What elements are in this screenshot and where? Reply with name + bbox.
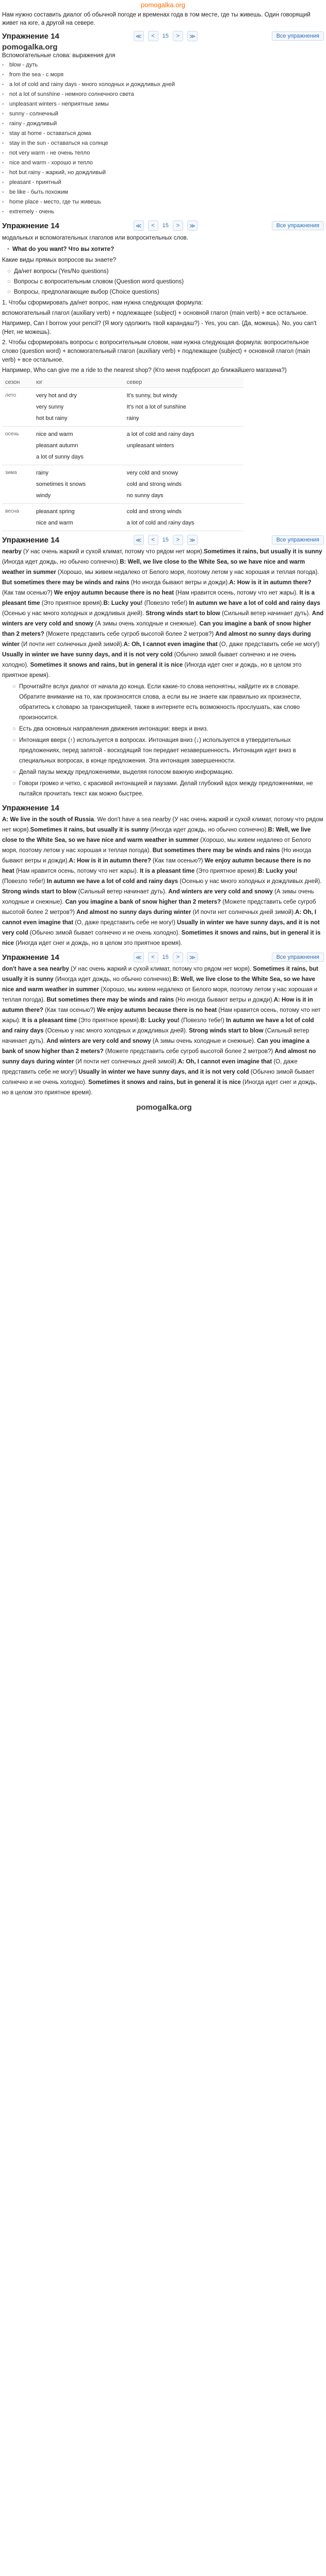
dialog-translation: (Обычно зимой бывает солнечно и не очень холодно). bbox=[28, 930, 182, 936]
dialog-english: B: Lucky you! bbox=[258, 868, 298, 874]
dialog-english: We enjoy autumn because there is no heat bbox=[54, 590, 174, 596]
dialog-translation: (У нас очень жаркий и сухой климат, потому что рядом нет моря). bbox=[69, 966, 253, 972]
dialog-english: B: Well, we live close to the White Sea, so we have nice and warm weather in summer bbox=[2, 827, 311, 843]
dialog-translation: (Повезло тебе!) bbox=[142, 600, 189, 606]
dialog-text bbox=[2, 547, 324, 681]
north-phrase: unpleasant winters bbox=[126, 443, 174, 449]
bullet-icon: • bbox=[2, 199, 4, 205]
next-next-button[interactable]: ≫ bbox=[187, 535, 198, 545]
dialog-english: B: Well, we live close to the White Sea, so we have nice and warm weather in summer bbox=[2, 559, 305, 575]
north-cell bbox=[124, 504, 243, 531]
example-text: What do you want? Что вы хотите? bbox=[12, 246, 115, 252]
dialog-english: Strong winds start to blow bbox=[145, 611, 220, 617]
dialog-english: A: We live in the south of Russia bbox=[2, 817, 94, 823]
season-cell: лето bbox=[2, 388, 33, 427]
vocab-text: nice and warm - хорошо и тепло bbox=[9, 160, 93, 166]
bullet-icon: • bbox=[2, 62, 4, 67]
dialog-english: A: Oh, I cannot even imagine that bbox=[2, 909, 317, 926]
dialog-translation: (Но иногда бывают ветры и дожди). bbox=[129, 580, 230, 586]
exercise-header-3 bbox=[0, 533, 326, 547]
section-intro: модальных и вспомогательных глаголов или вопросительных слов. bbox=[2, 235, 188, 241]
dialog-translation: (Нам нравится осень, потому что нет жары). bbox=[14, 868, 140, 874]
south-cell bbox=[33, 465, 124, 504]
next-next-button[interactable]: ≫ bbox=[187, 952, 198, 962]
dialog-translation: (Но иногда бывают ветры и дожди). bbox=[174, 997, 274, 1003]
vocab-text: blow - дуть bbox=[9, 62, 38, 68]
dialog-english: B: Lucky you! bbox=[103, 600, 143, 606]
top-watermark: pomogalka.org bbox=[141, 1, 185, 9]
question-types-label: Какие виды прямых вопросов вы знаете? bbox=[2, 257, 117, 263]
exercise-title: Упражнение 14 bbox=[2, 31, 59, 41]
vocab-text: stay at home - оставаться дома bbox=[9, 130, 91, 137]
south-phrase: pleasant spring bbox=[36, 509, 75, 515]
dialog-2 bbox=[0, 815, 326, 948]
north-phrase: very cold and snowy bbox=[126, 470, 178, 476]
vocab-text: unpleasant winters - неприятные зимы bbox=[9, 101, 109, 107]
prev-prev-button[interactable]: ≪ bbox=[134, 31, 144, 41]
vocab-item bbox=[2, 148, 324, 158]
next-next-button[interactable]: ≫ bbox=[187, 221, 198, 231]
dialog-english: Sometimes it snows and rains, but in general it is nice bbox=[88, 1079, 241, 1086]
dialog-translation: (Нам нравится осень, потому что нет жары). bbox=[2, 1007, 321, 1024]
page bbox=[0, 0, 326, 1112]
rule-paragraph: Например, Can I borrow your pencil? (Я могу одолжить твой карандаш?) - Yes, you can. (Да, можешь). No, you can't (Нет, не можешь). bbox=[2, 320, 317, 335]
dialog-translation: (Сильный ветер начинает дуть). bbox=[2, 1028, 309, 1044]
dialog-translation: (И почти нет солнечных дней зимой). bbox=[19, 641, 124, 648]
dialog-translation: (А зимы очень холодные и снежные). bbox=[93, 621, 200, 627]
season-cell: зима bbox=[2, 465, 33, 504]
dialog-translation: (Осенью у нас много холодных и дождливых дней). bbox=[178, 878, 322, 885]
dialog-english: Sometimes it rains, but usually it is sunny bbox=[204, 549, 322, 555]
dialog-english: Can you imagine a bank of snow higher than 2 meters? bbox=[2, 1038, 309, 1055]
north-cell bbox=[124, 465, 243, 504]
bullet-icon: • bbox=[2, 111, 4, 116]
vocab-text: home place - место, где ты живешь bbox=[9, 199, 101, 205]
dialog-english: Strong winds start to blow bbox=[2, 889, 77, 895]
col-south: юг bbox=[33, 377, 124, 388]
dialog-english: And almost no sunny days during winter bbox=[2, 631, 311, 648]
dialog-translation: (Хорошо, мы живем недалеко от Белого моря, поэтому летом у нас хорошая и теплая погода). bbox=[56, 569, 319, 575]
dialog-english: Can you imagine a bank of snow higher than 2 meters? bbox=[2, 621, 312, 637]
south-phrase: very hot and dry bbox=[36, 393, 77, 399]
dialog-translation: (Осенью у нас много холодных и дождливых дней). bbox=[43, 1028, 189, 1034]
dialog-english: It is a pleasant time bbox=[140, 868, 195, 874]
vocab-item bbox=[2, 60, 324, 70]
rule-paragraph: 2. Чтобы сформировать вопросы с вопросительным словом, нам нужна следующая формула: вопросительное слово (question word) + вспомогательный глагол (auxiliary verb) + подлежащее (subject) + основной глагол (main verb) + все остальное. bbox=[2, 340, 311, 363]
dialog-english: Usually in winter we have sunny days, and it is not very cold bbox=[2, 652, 173, 658]
bullet-icon: • bbox=[7, 246, 10, 252]
exercise-header-2 bbox=[0, 219, 326, 232]
vocab-text: stay in the sun - оставаться на солнце bbox=[9, 140, 108, 146]
all-exercises-button[interactable]: Все упражнения bbox=[272, 953, 324, 962]
dialog-text bbox=[2, 964, 324, 1098]
south-cell bbox=[33, 388, 124, 427]
tip-item bbox=[12, 724, 324, 734]
watermark: pomogalka.org bbox=[136, 1103, 192, 1112]
prev-prev-button[interactable]: ≪ bbox=[134, 952, 144, 962]
dialog-translation: (И почти нет солнечных дней зимой). bbox=[74, 1059, 178, 1065]
north-phrase: It's sunny, but windy bbox=[126, 393, 177, 399]
north-phrase: a lot of cold and rainy days bbox=[126, 520, 194, 526]
dialog-english: nearby bbox=[2, 549, 22, 555]
south-phrase: nice and warm bbox=[36, 431, 73, 437]
dialog-english: Sometimes it snows and rains, but in general it is nice bbox=[2, 930, 321, 946]
prev-button[interactable]: < bbox=[148, 31, 158, 41]
dialog-english: But sometimes there may be winds and rains bbox=[152, 848, 280, 854]
prev-prev-button[interactable]: ≪ bbox=[134, 221, 144, 231]
question-type-text: Вопросы с вопросительным словом (Question word questions) bbox=[13, 279, 184, 285]
footer-watermark bbox=[0, 1098, 326, 1112]
prev-button[interactable]: < bbox=[148, 221, 158, 231]
dialog-translation: (Нам нравится осень, потому что нет жары). bbox=[174, 590, 300, 596]
task-intro: Нам нужно составить диалог об обычной погоде и временах года в том месте, где ты живешь. Один говорящий живет на юге, а другой на севере. bbox=[2, 12, 311, 26]
bullet-icon: • bbox=[2, 170, 4, 175]
vocab-item bbox=[2, 178, 324, 188]
exercise-pager bbox=[134, 535, 198, 545]
question-example bbox=[7, 244, 324, 255]
tip-item bbox=[12, 682, 324, 723]
dialog-english: Usually in winter we have sunny days, and it is not very cold bbox=[78, 1069, 249, 1075]
north-phrase: It's not a lot of sunshine bbox=[126, 404, 186, 410]
dialog-translation: (О, даже представить себе не могу!) bbox=[73, 920, 177, 926]
tip-text: Есть два основных направления движения интонации: вверх и вниз. bbox=[19, 726, 208, 732]
north-phrase: cold and strong winds bbox=[126, 481, 182, 487]
exercise-header-4 bbox=[0, 801, 326, 815]
next-button[interactable]: > bbox=[173, 952, 183, 962]
season-cell: осень bbox=[2, 427, 33, 465]
page-number: 15 bbox=[162, 223, 169, 229]
dialog-translation: (Повезло тебе!) bbox=[180, 1018, 226, 1024]
page-number: 15 bbox=[162, 954, 169, 960]
next-button[interactable]: > bbox=[173, 221, 183, 231]
bullet-icon: • bbox=[2, 160, 4, 165]
north-phrase: cold and strong winds bbox=[126, 509, 182, 515]
watermark: pomogalka.org bbox=[2, 43, 58, 52]
question-type-text: Вопросы, предполагающие выбор (Choice questions) bbox=[13, 289, 159, 295]
dialog-translation: (А зимы очень холодные и снежные). bbox=[151, 1038, 257, 1044]
dialog-translation: (О, даже представить себе не могу!) bbox=[217, 641, 320, 648]
rule-paragraph: вспомогательный глагол (auxiliary verb) + подлежащее (subject) + основной глагол (main verb) + все остальное. bbox=[2, 310, 308, 316]
dialog-translation: (Обычно зимой бывает солнечно и не очень холодно). bbox=[2, 1069, 315, 1086]
exercise-title: Упражнение 14 bbox=[2, 221, 59, 230]
dialog-translation: (Сильный ветер начинает дуть). bbox=[220, 611, 312, 617]
vocab-caption: Вспомогательные слова: выражения для bbox=[2, 53, 116, 59]
dialog-translation: (Сильный ветер начинает дуть). bbox=[76, 889, 169, 895]
dialog-translation: (Это приятное время). bbox=[194, 868, 258, 874]
tip-item bbox=[12, 735, 324, 766]
south-phrase: pleasant autumn bbox=[36, 443, 78, 449]
dialog-english: A: Oh, I cannot even imagine that bbox=[178, 1059, 272, 1065]
dialog-translation: (Это приятное время). bbox=[77, 1018, 141, 1024]
vocab-text: from the sea - с моря bbox=[9, 72, 64, 78]
dialog-translation: (Осенью у нас много холодных и дождливых дней). bbox=[2, 611, 146, 617]
rule-paragraph: 1. Чтобы сформировать да/нет вопрос, нам нужна следующая формула: bbox=[2, 300, 203, 306]
south-phrase: rainy bbox=[36, 470, 48, 476]
dialog-english: And winters are very cold and snowy bbox=[2, 611, 324, 627]
bullet-icon: • bbox=[2, 150, 4, 156]
dialog-english: We enjoy autumn because there is no heat bbox=[96, 1007, 217, 1013]
north-phrase: no sunny days bbox=[126, 493, 164, 499]
dialog-translation: (Иногда идет снег и дождь, но в целом это приятное время). bbox=[2, 1079, 317, 1096]
dialog-english: B: Well, we live close to the White Sea, so we have nice and warm weather in summer bbox=[2, 976, 315, 993]
next-next-button[interactable]: ≫ bbox=[187, 31, 198, 41]
exercise-title: Упражнение 14 bbox=[2, 953, 59, 962]
circle-icon: ○ bbox=[7, 279, 11, 285]
dialog-translation: (Иногда идет снег и дождь, но в целом это приятное время). bbox=[2, 662, 302, 679]
question-type bbox=[7, 287, 324, 297]
south-cell bbox=[33, 504, 124, 531]
dialog-english: A: How is it in autumn there? bbox=[229, 580, 312, 586]
south-cell bbox=[33, 427, 124, 465]
dialog-english: And winters are very cold and snowy bbox=[46, 1038, 151, 1044]
dialog-english: And winters are very cold and snowy bbox=[168, 889, 273, 895]
tips-list bbox=[0, 682, 326, 799]
all-exercises-button[interactable]: Все упражнения bbox=[272, 31, 324, 41]
exercise-title: Упражнение 14 bbox=[2, 803, 59, 812]
vocab-item bbox=[2, 158, 324, 168]
dialog-translation: (Можете представить себе сугроб высотой более 2 метров?) bbox=[2, 899, 316, 916]
dialog-english: In autumn we have a lot of cold and rainy days bbox=[189, 600, 320, 606]
vocab-item bbox=[2, 129, 324, 139]
dialog-translation: (Повезло тебе!) bbox=[2, 878, 47, 885]
vocab-item bbox=[2, 119, 324, 129]
exercise-pager bbox=[134, 952, 198, 962]
tip-item bbox=[12, 767, 324, 777]
dialog-translation: (Как там осенью?) bbox=[2, 590, 54, 596]
bullet-icon: • bbox=[2, 180, 4, 185]
dialog-translation: (Иногда идет дождь, но обычно солнечно). bbox=[149, 827, 268, 833]
north-phrase: rainy bbox=[126, 415, 139, 421]
tip-text: Говори громко и четко, с красивой интонацией и паузами. Делай глубокий вдох между предложениями, не пытайся прочитать текст как можно быстрее. bbox=[19, 781, 313, 797]
prev-button[interactable]: < bbox=[148, 952, 158, 962]
dialog-english: We enjoy autumn because there is no heat bbox=[2, 858, 311, 874]
bullet-icon: • bbox=[2, 131, 4, 136]
dialog-translation: (О, даже представить себе не могу!) bbox=[2, 1059, 298, 1075]
vocab-item bbox=[2, 197, 324, 207]
dialog-translation: (И почти нет солнечных дней зимой). bbox=[191, 909, 296, 916]
circle-icon: ○ bbox=[12, 737, 16, 743]
vocab-item bbox=[2, 80, 324, 90]
dialog-translation: (Хорошо, мы живем недалеко от Белого моря, поэтому летом у нас хорошая и теплая погода). bbox=[2, 987, 318, 1003]
dialog-english: It is a pleasant time bbox=[2, 590, 315, 606]
north-cell bbox=[124, 427, 243, 465]
vocab-text: not a lot of sunshine - немного солнечного света bbox=[9, 91, 134, 97]
bullet-icon: • bbox=[2, 121, 4, 126]
dialog-english: Sometimes it rains, but usually it is sunny bbox=[30, 827, 149, 833]
page-number: 15 bbox=[162, 33, 169, 39]
vocab-text: a lot of cold and rainy days - много холодных и дождливых дней bbox=[9, 81, 175, 88]
tip-text: Интонация вверх (↑) используется в вопросах. Интонация вниз (↓) используется в утвердительных предложениях, перед запятой - восходящий тон передает незавершенность. Интонация идет вниз в специальных вопросах, в конце предложения. Эта интонация завершенности. bbox=[19, 737, 296, 764]
south-phrase: nice and warm bbox=[36, 520, 73, 526]
dialog-translation: (Как там осенью?) bbox=[43, 1007, 97, 1013]
table-row bbox=[2, 465, 243, 504]
vocab-item bbox=[2, 90, 324, 99]
bullet-icon: • bbox=[2, 82, 4, 87]
season-cell: весна bbox=[2, 504, 33, 531]
vocab-text: not very warm - не очень тепло bbox=[9, 150, 90, 156]
circle-icon: ○ bbox=[12, 781, 16, 787]
dialog-english: don't have a sea nearby bbox=[2, 966, 69, 972]
next-button[interactable]: > bbox=[173, 535, 183, 545]
dialog-english: A: How is it in autumn there? bbox=[2, 997, 313, 1013]
vocab-text: sunny - солнечный bbox=[9, 111, 58, 117]
dialog-english: Can you imagine a bank of snow higher than 2 meters? bbox=[65, 899, 221, 905]
dialog-text bbox=[2, 815, 324, 948]
vocab-text: rainy - дождливый bbox=[9, 121, 57, 127]
south-phrase: very sunny bbox=[36, 404, 64, 410]
grammar-section bbox=[0, 234, 326, 375]
question-type-text: Да/нет вопросы (Yes/No questions) bbox=[13, 268, 109, 275]
table-row bbox=[2, 388, 243, 427]
north-phrase: a lot of cold and rainy days bbox=[126, 431, 194, 437]
dialog-translation: (Как там осенью?) bbox=[151, 858, 205, 864]
exercise-header-1 bbox=[0, 29, 326, 43]
next-button[interactable]: > bbox=[173, 31, 183, 41]
dialog-english: A: Oh, I cannot even imagine that bbox=[123, 641, 218, 648]
dialog-english: Sometimes it snows and rains, but in general it is nice bbox=[30, 662, 183, 668]
dialog-translation: (А зимы очень холодные и снежные). bbox=[2, 889, 314, 905]
south-phrase: a lot of sunny days bbox=[36, 454, 84, 460]
dialog-translation: (Иногда идет снег и дождь, но в целом это приятное время). bbox=[14, 940, 183, 946]
dialog-english: Strong winds start to blow bbox=[189, 1028, 264, 1034]
col-north: север bbox=[124, 377, 243, 388]
exercise-pager bbox=[134, 31, 198, 41]
dialog-3 bbox=[0, 964, 326, 1098]
all-exercises-button[interactable]: Все упражнения bbox=[272, 221, 324, 230]
vocab-item bbox=[2, 109, 324, 119]
north-cell bbox=[124, 388, 243, 427]
dialog-english: B: Lucky you! bbox=[140, 1018, 180, 1024]
vocab-text: pleasant - приятный bbox=[9, 179, 61, 185]
table-row bbox=[2, 504, 243, 531]
table-row bbox=[2, 427, 243, 465]
question-type bbox=[7, 266, 324, 277]
dialog-english: A: How is it in autumn there? bbox=[69, 858, 151, 864]
dialog-english: It is a pleasant time bbox=[22, 1018, 77, 1024]
dialog-english: Usually in winter we have sunny days, and it is not very cold bbox=[2, 920, 320, 936]
seasons-table bbox=[2, 377, 243, 531]
bullet-icon: • bbox=[2, 72, 4, 77]
question-type bbox=[7, 277, 324, 287]
south-phrase: sometimes it snows bbox=[36, 481, 86, 487]
dialog-translation: (Можете представить себе сугроб высотой более 2 метров?) bbox=[103, 1048, 275, 1055]
all-exercises-button[interactable]: Все упражнения bbox=[272, 535, 324, 545]
vocab-item bbox=[2, 99, 324, 109]
circle-icon: ○ bbox=[12, 769, 16, 775]
exercise-pager bbox=[134, 221, 198, 231]
tip-text: Делай паузы между предложениями, выделяя голосом важную информацию. bbox=[19, 769, 234, 775]
prev-button[interactable]: < bbox=[148, 535, 158, 545]
circle-icon: ○ bbox=[7, 289, 11, 295]
tip-item bbox=[12, 778, 324, 799]
exercise-header-5 bbox=[0, 951, 326, 964]
vocab-list bbox=[0, 60, 326, 217]
vocab-item bbox=[2, 168, 324, 178]
dialog-english: And almost no sunny days during winter bbox=[2, 1048, 316, 1065]
vocab-item bbox=[2, 139, 324, 148]
south-phrase: windy bbox=[36, 493, 51, 499]
vocab-text: be like - быть похожим bbox=[9, 189, 68, 195]
dialog-translation: (Иногда идет дождь, но обычно солнечно). bbox=[53, 976, 173, 982]
table-header-row bbox=[2, 377, 243, 388]
vocab-item bbox=[2, 207, 324, 217]
bullet-icon: • bbox=[2, 209, 4, 214]
dialog-translation: (Обычно зимой бывает солнечно и не очень холодно). bbox=[2, 652, 296, 668]
bullet-icon: • bbox=[2, 101, 4, 107]
dialog-translation: (У нас очень жаркий и сухой климат, потому что рядом нет моря). bbox=[21, 549, 204, 555]
bullet-icon: • bbox=[2, 92, 4, 97]
dialog-english: But sometimes there may be winds and rains bbox=[2, 580, 129, 586]
prev-prev-button[interactable]: ≪ bbox=[134, 535, 144, 545]
exercise-title: Упражнение 14 bbox=[2, 535, 59, 545]
rule-paragraph: Например, Who can give me a ride to the nearest shop? (Кто меня подбросит до ближайшего магазина?) bbox=[2, 367, 287, 374]
bullet-icon: • bbox=[2, 141, 4, 146]
circle-icon: ○ bbox=[7, 268, 11, 275]
dialog-english: But sometimes there may be winds and rains bbox=[46, 997, 174, 1003]
vocab-item bbox=[2, 70, 324, 80]
dialog-translation: (Иногда идет дождь, но обычно солнечно). bbox=[2, 559, 120, 565]
circle-icon: ○ bbox=[12, 726, 16, 732]
tip-text: Прочитайте вслух диалог от начала до конца. Если какие-то слова непонятны, найдите их в словаре. Обратите внимание на то, как произносятся слова, а если вы не знаете как правильно их произнести, обратитесь к словарю за транскрипцией, также в интернете есть возможность прослушать, как слово произносится. bbox=[19, 684, 302, 721]
vocab-text: hot but rainy - жаркий, но дождливый bbox=[9, 170, 106, 176]
dialog-english: In autumn we have a lot of cold and rainy days bbox=[46, 878, 178, 885]
dialog-1 bbox=[0, 547, 326, 681]
dialog-translation: (Это приятное время). bbox=[40, 600, 104, 606]
vocab-item bbox=[2, 188, 324, 197]
dialog-translation: (Можете представить себе сугроб высотой более 2 метров?) bbox=[44, 631, 216, 637]
dialog-english: Sometimes it rains, but usually it is sunny bbox=[2, 966, 318, 982]
south-phrase: hot but rainy bbox=[36, 415, 68, 421]
dialog-translation: . We don't have a sea nearby (У нас очень жаркий и сухой климат, потому что рядом нет моря). bbox=[2, 817, 323, 833]
dialog-translation: (Хорошо, мы живем недалеко от Белого моря, поэтому летом у нас хорошая и теплая погода). bbox=[2, 837, 311, 854]
bullet-icon: • bbox=[2, 190, 4, 195]
page-number: 15 bbox=[162, 537, 169, 543]
vocab-text: extremely - очень bbox=[9, 209, 54, 215]
col-season: сезон bbox=[2, 377, 33, 388]
dialog-translation: (Но иногда бывают ветры и дожди). bbox=[2, 848, 312, 864]
dialog-english: And almost no sunny days during winter bbox=[76, 909, 191, 916]
circle-icon: ○ bbox=[12, 684, 16, 690]
dialog-english: In autumn we have a lot of cold and rainy days bbox=[2, 1018, 314, 1034]
